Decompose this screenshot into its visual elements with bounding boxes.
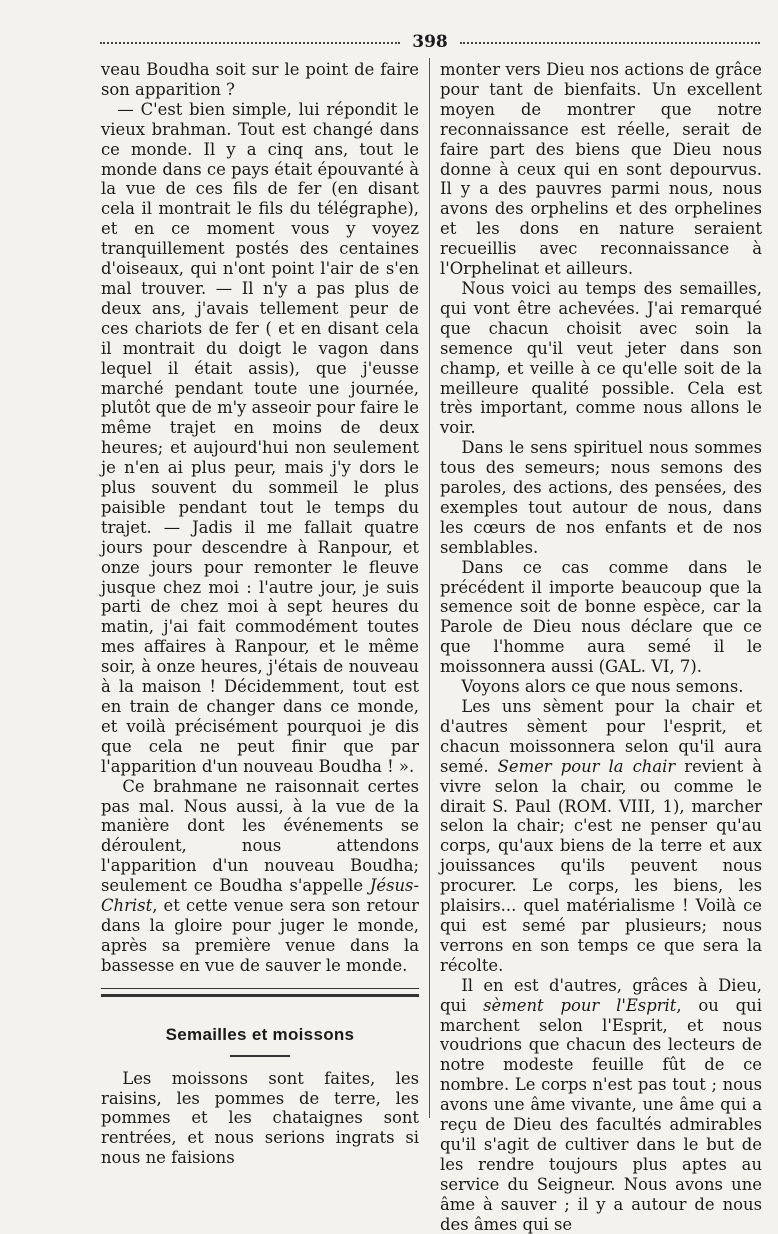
section-divider [101,988,419,997]
paragraph-text: Dans ce cas comme dans le précédent il importe beaucoup que la semence soit de bonne espèce, car la Parole de Dieu nous déclare que ce que l'homme aura semé il le moissonnera aussi (GAL. VI, 7). [440,557,762,677]
right-paragraphs [440,60,762,1234]
paragraph [440,697,762,976]
paragraph-emphasis: sèment pour l'Esprit [483,995,677,1015]
paragraph [440,60,762,279]
left-paragraphs-after [101,1069,419,1169]
section-title: Semailles et moissons [165,1024,355,1044]
paragraph [101,100,419,777]
paragraph [101,60,419,100]
column-divider [429,58,430,1118]
page-header [100,32,760,52]
paragraph-text: Dans le sens spirituel nous sommes tous des semeurs; nous semons des paroles, des actions, des pensées, des exemples tout autour de nous, dans les cœurs de nos enfants et de nos semblables. [440,438,762,557]
paragraph-text: Ce brahmane ne raisonnait certes pas mal. Nous aussi, à la vue de la manière dont les événements se déroulent, nous attendons l'apparition d'un nouveau Boudha; seulement ce Boudha s'appelle [101,776,419,896]
paragraph-text: veau Boudha soit sur le point de faire son apparition ? [101,60,419,99]
header-rule-right [460,42,760,44]
right-column [440,60,762,1234]
paragraph-text-tail: revient à vivre selon la chair, ou comme le dirait S. Paul (ROM. VIII, 1), marcher selon la chair; c'est ne penser qu'au corps, qu'aux biens de la terre et aux jouissances qu'ils peuvent nous procurer. Le corps, les biens, les plaisirs... quel matérialisme ! Voilà ce qui est semé par plusieurs; nous verrons en son temps ce que sera la récolte. [440,756,762,975]
paragraph-text: Les uns sèment pour la chair et d'autres sèment pour l'esprit, et chacun moissonnera selon qu'il aura semé. [440,697,762,776]
paragraph-text: — C'est bien simple, lui répondit le vieux brahman. Tout est changé dans ce monde. Il y a cinq ans, tout le monde dans ce pays était épouvanté à la vue de ces fils de fer (en disant cela il montrait le fils du télégraphe), et en ce moment vous y voyez tranquillement postés des centaines d'oiseaux, qui n'ont point l'air de s'en mal trouver. — Il n'y a pas plus de deux ans, j'avais tellement peur de ces chariots de fer ( et en disant cela il montrait du doigt le vagon dans lequel il était assis), que j'eusse marché pendant toute une journée, plutôt que de m'y asseoir pour faire le même trajet en moins de deux heures; et aujourd'hui non seulement je n'en ai plus peur, mais j'y dors le plus souvent du sommeil le plus paisible pendant tout le temps du trajet. — Jadis il me fallait quatre jours pour descendre à Ranpour, et onze jours pour remonter le fleuve jusque chez moi : l'autre jour, je suis parti de chez moi à sept heures du matin, j'ai fait commodément toutes mes affaires à Ranpour, et le même soir, à onze heures, j'étais de nouveau à la maison ! Décidemment, tout est en train de changer dans ce monde, et voilà précisément pourquoi je dis que cela ne peut finir que par l'apparition d'un nouveau Boudha ! ». [101,99,419,776]
paragraph-text: Voyons alors ce que nous semons. [461,677,744,697]
left-column [101,60,419,1168]
paragraph [440,438,762,557]
title-underline [230,1055,290,1057]
paragraph [440,558,762,677]
paragraph-emphasis: Semer pour la chair [497,756,676,776]
paragraph-text: monter vers Dieu nos actions de grâce pour tant de bienfaits. Un excellent moyen de montrer que notre reconnaissance est réelle, serait de faire part des biens que Dieu nous donne à ceux qui en sont depourvus. Il y a des pauvres parmi nous, nous avons des orphelins et des orphelines et les dons en nature seraient recueillis avec reconnaissance à l'Orphelinat et ailleurs. [440,60,762,279]
left-paragraphs-before [101,60,419,976]
paragraph-emphasis: Jésus-Christ [101,876,419,916]
paragraph [440,279,762,438]
paragraph [440,976,762,1234]
paragraph [101,1069,419,1169]
paragraph-text-tail: , ou qui marchent selon l'Esprit, et nous voudrions que chacun des lecteurs de notre modeste feuille fût de ce nombre. Le corps n'est pas tout ; nous avons une âme vivante, une âme qui a reçu de Dieu des facultés admirables qu'il s'agit de cultiver dans le but de les rendre toujours plus aptes au service du Seigneur. Nous avons une âme à sauver ; il y a autour de nous des âmes qui se [440,995,762,1234]
paragraph-text: Nous voici au temps des semailles, qui vont être achevées. J'ai remarqué que chacun choisit avec soin la semence qu'il veut jeter dans son champ, et veille à ce qu'elle soit de la meilleure qualité possible. Cela est très important, comme nous allons le voir. [440,278,762,438]
paragraph-text: Les moissons sont faites, les raisins, les pommes de terre, les pommes et les chataignes sont rentrées, et nous serions ingrats si nous ne faisions [101,1068,419,1168]
paragraph-text-tail: , et cette venue sera son retour dans la gloire pour juger le monde, après sa première venue dans la bassesse en vue de sauver le monde. [101,896,419,975]
paragraph-text: Il en est d'autres, grâces à Dieu, qui [440,975,762,1015]
paragraph [101,777,419,976]
page-number: 398 [412,32,448,52]
paragraph [440,677,762,697]
